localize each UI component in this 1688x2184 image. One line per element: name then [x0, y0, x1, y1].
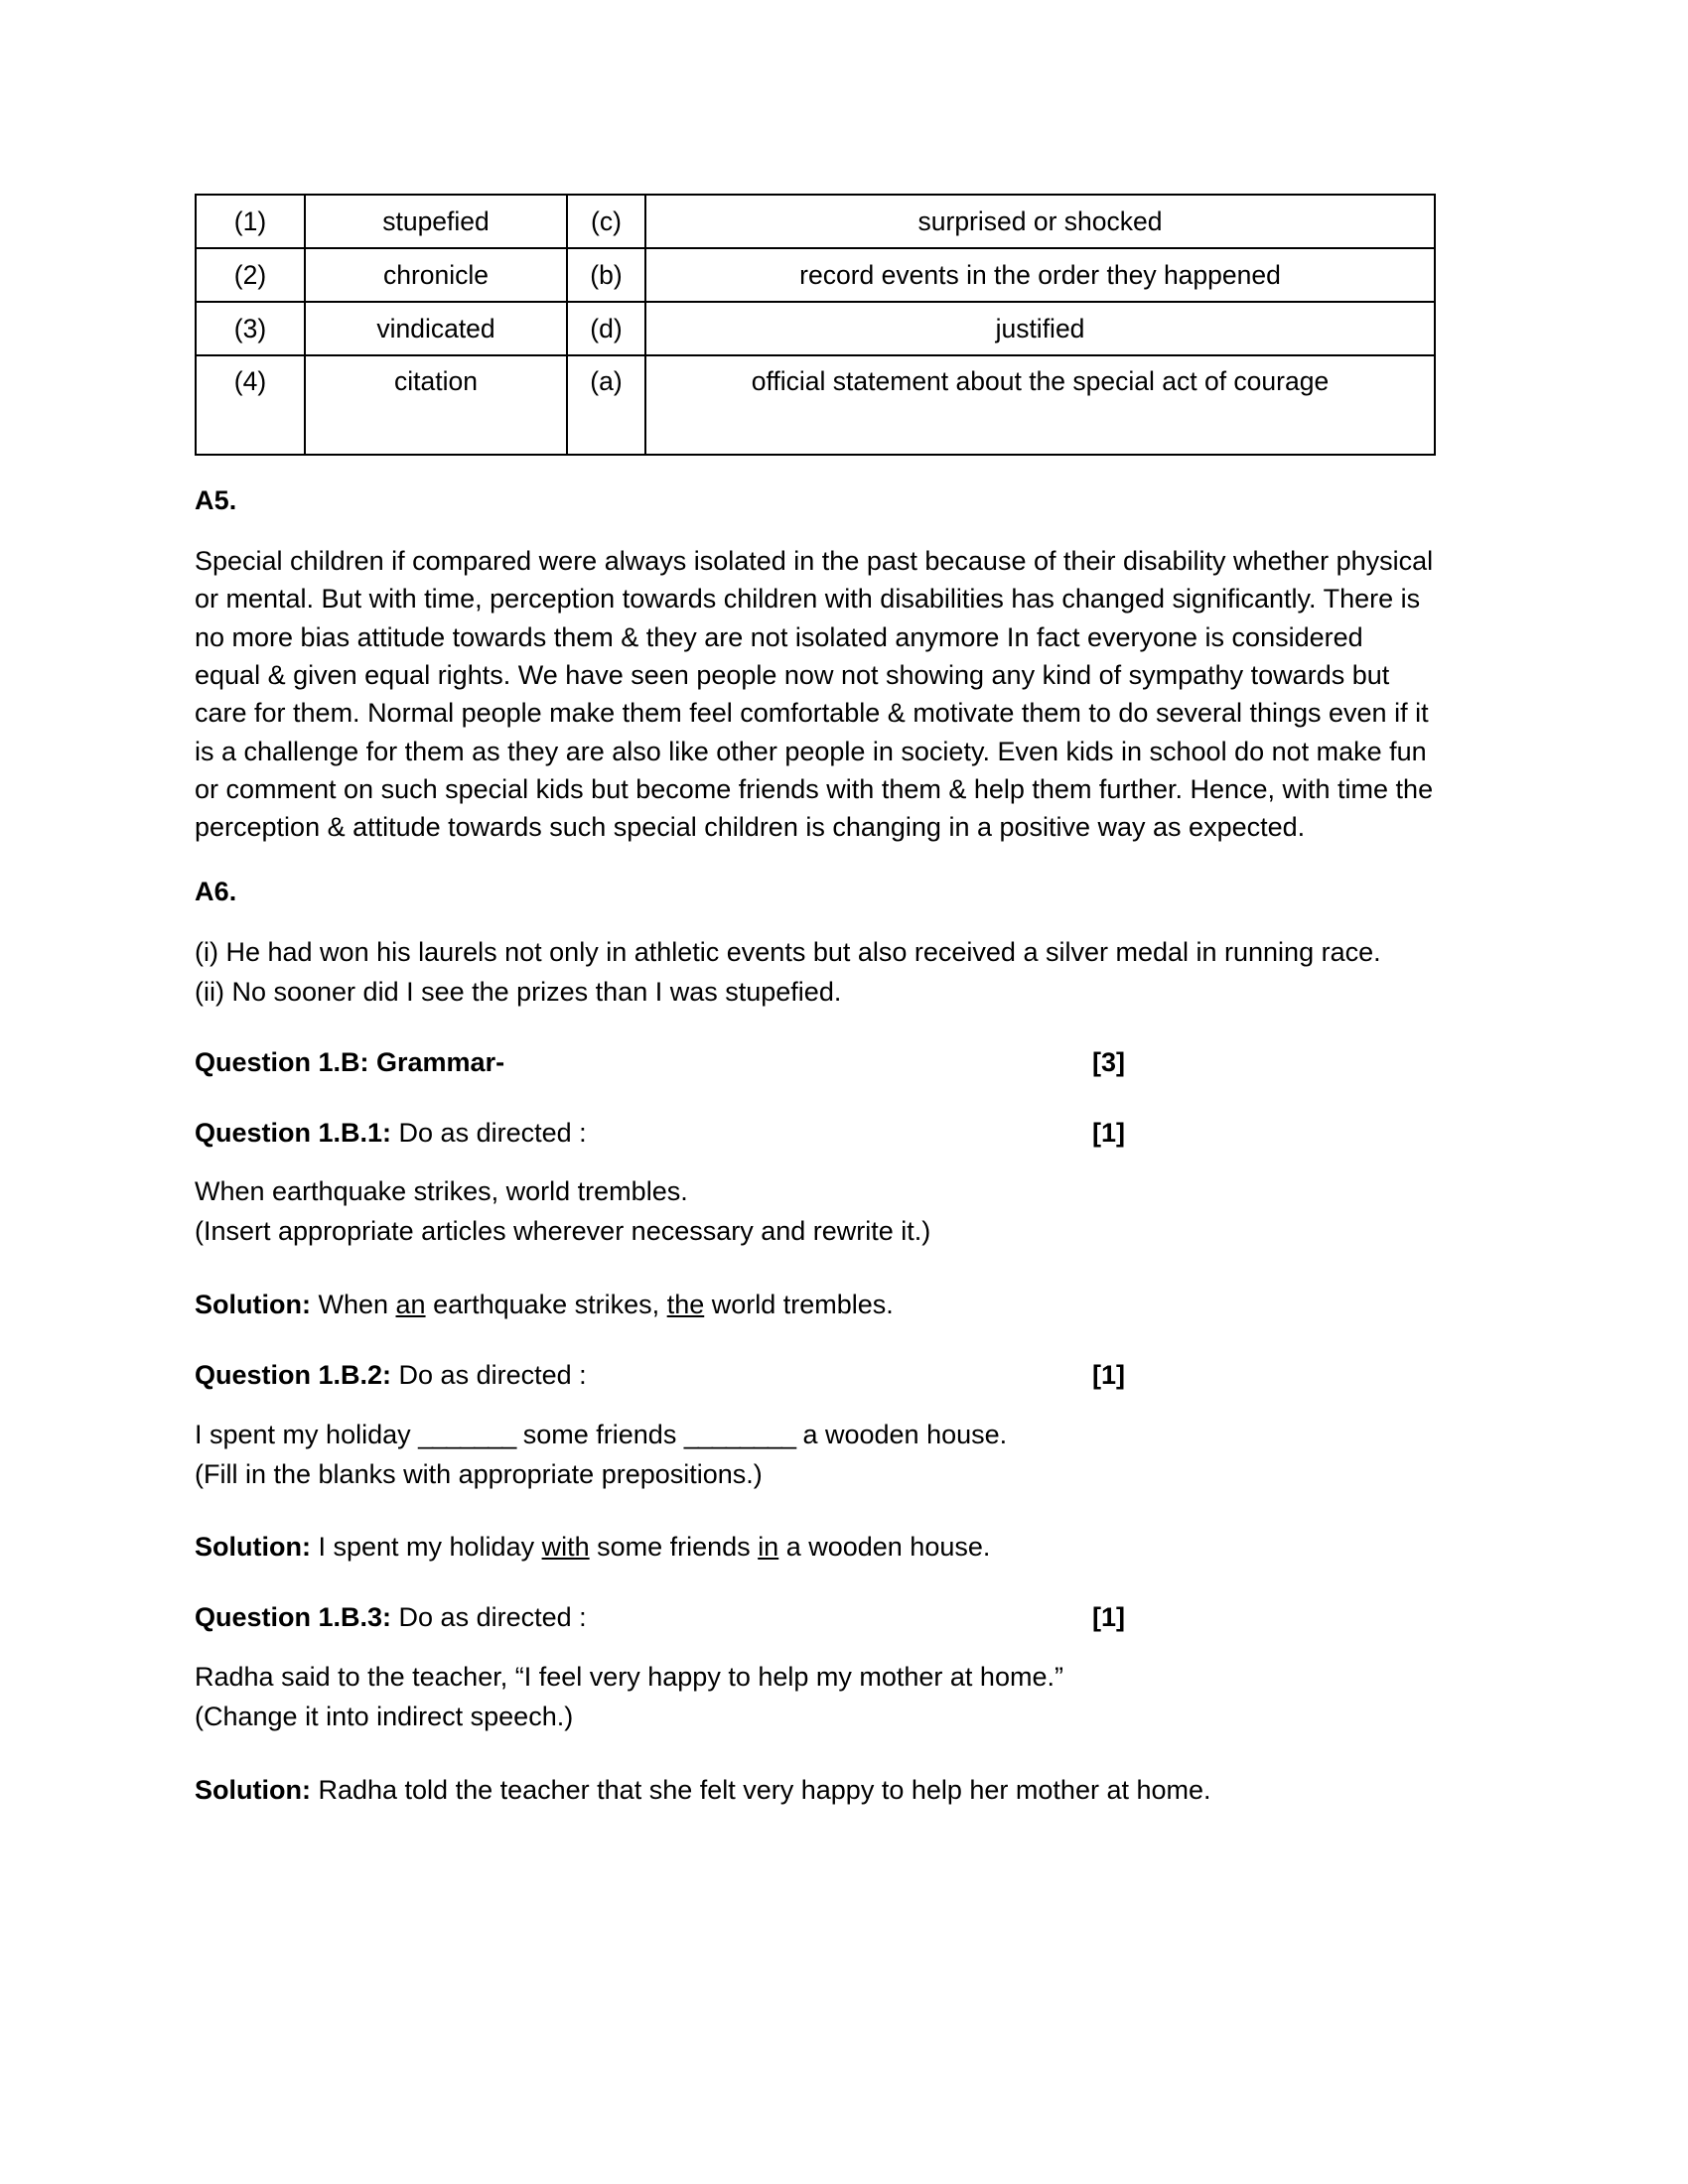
vocabulary-match-table [195, 194, 1436, 456]
a6-item-ii: (ii) No sooner did I see the prizes than I was stupefied. [195, 976, 842, 1007]
solution-1b2-pre: I spent my holiday [310, 1532, 542, 1563]
table-row [196, 302, 1435, 355]
question-1b3-heading [195, 1599, 1489, 1635]
solution-1b2-label: Solution: [195, 1532, 311, 1563]
row-definition: justified [645, 302, 1435, 355]
section-heading-a5: A5. [195, 485, 237, 515]
solution-1b2 [195, 1529, 1436, 1566]
row-word: chronicle [305, 248, 567, 302]
table-row [196, 355, 1435, 455]
question-1b2-sentence-post: a wooden house. [794, 1419, 1008, 1449]
solution-1b3-text: Radha told the teacher that she felt very happy to help her mother at home. [310, 1774, 1211, 1805]
row-number: (4) [196, 355, 305, 455]
question-1b2-sentence-mid: some friends [515, 1419, 684, 1449]
question-1b2-blank-2: ________ [683, 1419, 795, 1449]
section-heading-a6: A6. [195, 876, 237, 906]
a5-answer-paragraph: Special children if compared were always isolated in the past because of their disability whether physical or mental. But with time, perception towards children with disabilities has changed significantly. There is no more bias attitude towards them & they are not isolated anymore In fact everyone is considered equal & given equal rights. We have seen people now not showing any kind of sympathy towards but care for them. Normal people make them feel comfortable & motivate them to do several things even if it is a challenge for them as they are also like other people in society. Even kids in school do not make fun or comment on such special kids but become friends with them & help them further. Hence, with time the perception & attitude towards such special children is changing in a positive way as expected. [195, 546, 1434, 843]
question-1b-label: Question 1.B: Grammar- [195, 1047, 505, 1078]
row-word: citation [305, 355, 567, 455]
question-1b2-direction: (Fill in the blanks with appropriate prepositions.) [195, 1458, 763, 1489]
row-definition: record events in the order they happened [645, 248, 1435, 302]
row-letter: (b) [567, 248, 645, 302]
question-1b1-label: Question 1.B.1: [195, 1117, 392, 1148]
solution-1b2-mid: some friends [589, 1532, 759, 1563]
question-1b2-label: Question 1.B.2: [195, 1360, 392, 1391]
solution-1b1-article-1: an [395, 1289, 426, 1319]
question-1b3-marks: [1] [1092, 1602, 1125, 1633]
question-1b2-sentence-pre: I spent my holiday [195, 1419, 419, 1449]
question-1b1-instruction: Do as directed : [391, 1117, 587, 1148]
solution-1b1-article-2: the [666, 1289, 705, 1319]
solution-1b1 [195, 1287, 1436, 1323]
solution-1b2-preposition-1: with [541, 1532, 590, 1563]
question-1b3-label: Question 1.B.3: [195, 1602, 392, 1633]
question-1b2-blank-1: _______ [418, 1419, 516, 1449]
solution-1b1-label: Solution: [195, 1289, 311, 1319]
question-1b1-marks: [1] [1092, 1117, 1125, 1148]
table-row [196, 195, 1435, 248]
question-1b1-direction: (Insert appropriate articles wherever necessary and rewrite it.) [195, 1216, 931, 1247]
solution-1b1-post: world trembles. [704, 1289, 894, 1319]
question-1b3-instruction: Do as directed : [391, 1602, 587, 1633]
question-1b-marks: [3] [1092, 1047, 1125, 1078]
question-1b1-sentence: When earthquake strikes, world trembles. [195, 1176, 688, 1207]
question-1b1-heading [195, 1115, 1489, 1151]
solution-1b2-post: a wooden house. [778, 1532, 991, 1563]
question-1b3-direction: (Change it into indirect speech.) [195, 1702, 574, 1732]
a6-item-i: (i) He had won his laurels not only in athletic events but also received a silver medal in running race. [195, 936, 1381, 967]
question-1b2-heading [195, 1357, 1489, 1393]
row-definition: official statement about the special act of courage [645, 355, 1435, 455]
row-letter: (d) [567, 302, 645, 355]
solution-1b1-mid: earthquake strikes, [425, 1289, 667, 1319]
row-word: stupefied [305, 195, 567, 248]
row-number: (3) [196, 302, 305, 355]
table-row [196, 248, 1435, 302]
solution-1b3-label: Solution: [195, 1774, 311, 1805]
row-definition: surprised or shocked [645, 195, 1435, 248]
row-word: vindicated [305, 302, 567, 355]
row-letter: (a) [567, 355, 645, 455]
row-number: (1) [196, 195, 305, 248]
solution-1b1-pre: When [310, 1289, 396, 1319]
question-1b2-sentence [195, 1416, 1436, 1453]
solution-1b2-preposition-2: in [758, 1532, 779, 1563]
question-1b2-instruction: Do as directed : [391, 1360, 587, 1391]
solution-1b3 [195, 1772, 1436, 1809]
row-letter: (c) [567, 195, 645, 248]
question-1b-heading [195, 1044, 1489, 1080]
row-number: (2) [196, 248, 305, 302]
question-1b3-sentence: Radha said to the teacher, “I feel very happy to help my mother at home.” [195, 1661, 1063, 1692]
question-1b2-marks: [1] [1092, 1360, 1125, 1391]
